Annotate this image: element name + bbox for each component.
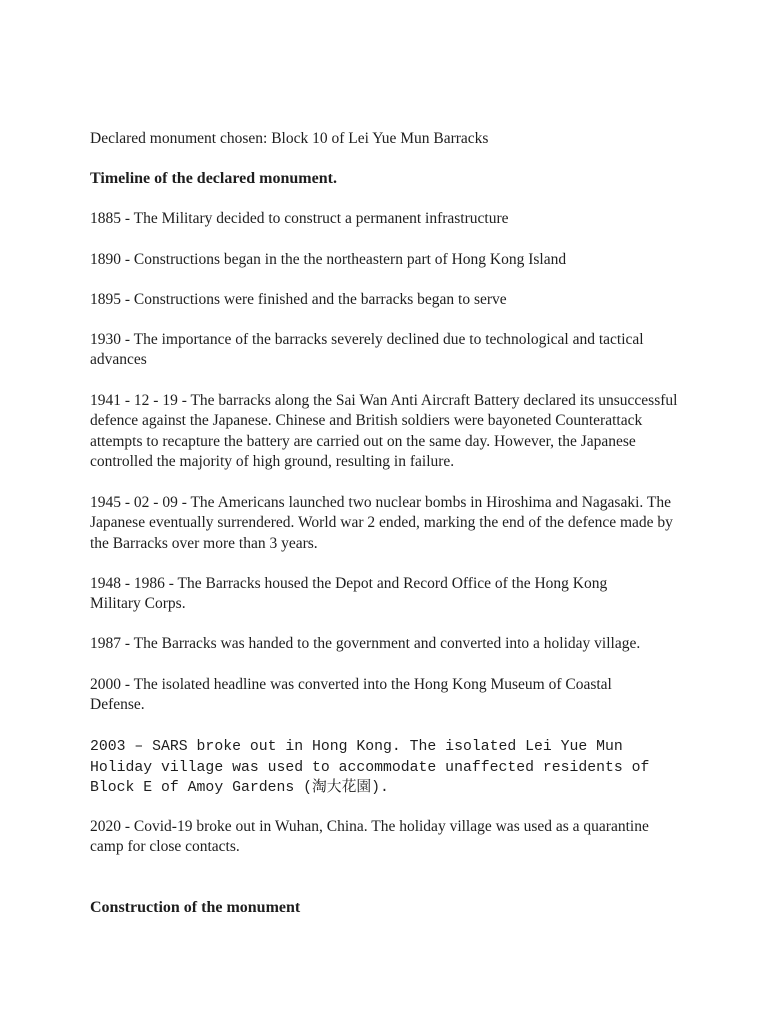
timeline-entry-2000: 2000 - The isolated headline was converted into the Hong Kong Museum of Coastal Defense. [90, 676, 612, 714]
timeline-entry-1890: 1890 - Constructions began in the the northeastern part of Hong Kong Island [90, 251, 567, 268]
timeline-entry-1895: 1895 - Constructions were finished and the barracks began to serve [90, 291, 507, 308]
timeline-entry-2003: 2003 – SARS broke out in Hong Kong. The isolated Lei Yue Mun Holiday village was used to accommodate unaffected residents of Block E of Amoy Gardens (淘大花園). [90, 739, 650, 796]
construction-heading: Construction of the monument [90, 899, 301, 916]
timeline-entry-1945: 1945 - 02 - 09 - The Americans launched two nuclear bombs in Hiroshima and Nagasaki. The Japanese eventually surrendered. World war 2 ended, marking the end of the defence made by the Barracks over more than 3 years. [90, 494, 673, 552]
timeline-entry-1941: 1941 - 12 - 19 - The barracks along the Sai Wan Anti Aircraft Battery declared its unsuccessful defence against the Japanese. Chinese and British soldiers were bayoneted Counterattack attempts to recapture the battery are carried out on the same day. However, the Japanese controlled the majority of high ground, resulting in failure. [90, 392, 678, 470]
timeline-entry-2020: 2020 - Covid-19 broke out in Wuhan, China. The holiday village was used as a quarantine camp for close contacts. [90, 818, 649, 856]
timeline-entry-1987: 1987 - The Barracks was handed to the government and converted into a holiday village. [90, 635, 641, 652]
timeline-heading: Timeline of the declared monument. [90, 170, 337, 187]
timeline-entry-1948: 1948 - 1986 - The Barracks housed the Depot and Record Office of the Hong Kong Military Corps. [90, 575, 608, 613]
timeline-entry-1885: 1885 - The Military decided to construct a permanent infrastructure [90, 210, 509, 227]
timeline-entry-1930: 1930 - The importance of the barracks severely declined due to technological and tactical advances [90, 331, 644, 369]
intro-paragraph: Declared monument chosen: Block 10 of Lei Yue Mun Barracks [90, 130, 489, 147]
